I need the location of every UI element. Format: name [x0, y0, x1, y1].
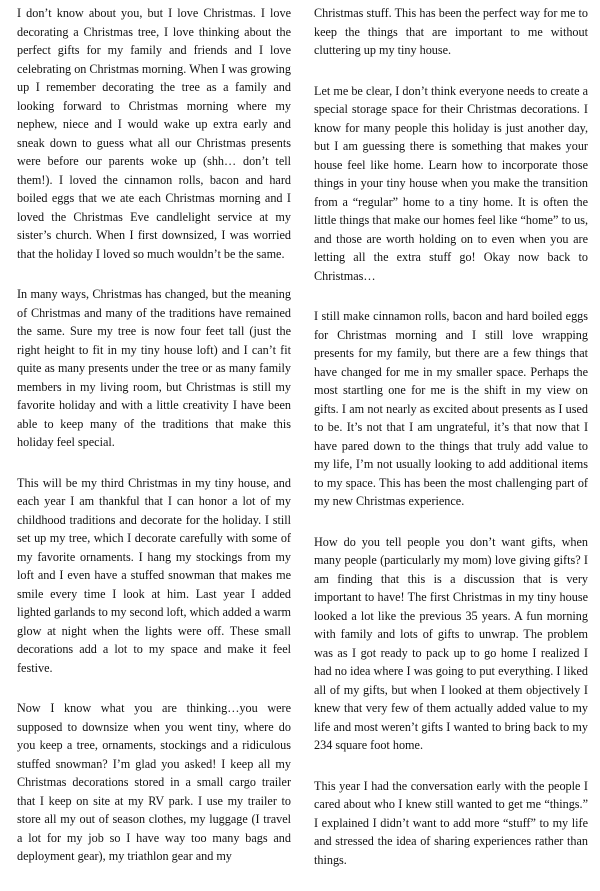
paragraph-storage: Now I know what you are thinking…you were supposed to downsize when you went tiny, where do you keep a tree, ornaments, stockings and a ridiculous stuffed snowman? I’m glad you asked! I keep all my Christmas decorations stored in a small cargo trailer that I keep on site at my RV park. I use my trailer to store all my out of season clothes, my luggage (I travel a lot for my job so I have way too many bags and deployment gear), my triathlon gear and my: [17, 701, 291, 863]
paragraph-third-christmas: This will be my third Christmas in my tiny house, and each year I am thankful that I can honor a lot of my childhood traditions and decorate for the holiday. I still set up my tree, which I decorate carefully with some of my favorite ornaments. I hang my stockings from my loft and I even have a stuffed snowman that makes me smile every time I look at him. Last year I added lighted garlands to my second loft, which added a warm glow at night when the lights were off. These small decorations add a lot to my space and make it feel festive.: [17, 475, 291, 675]
paragraph-gifts-discussion: How do you tell people you don’t want gifts, when many people (particularly my mom) love giving gifts? I am finding that this is a discussion that is very important to have! The first Christmas in my tiny house looked a lot like the previous 35 years. A fun morning with family and lots of gifts to unwrap. The problem was as I got ready to pack up to go home I realized I had no idea where I was going to put everything. I liked all of my gifts, but when I looked at them objectively I knew that very few of them actually added value to my life and most weren’t gifts I wanted to bring back to my 234 square foot home.: [314, 534, 588, 752]
paragraph-intro: I don’t know about you, but I love Christmas. I love decorating a Christmas tree, I love thinking about the perfect gifts for my family and friends and I love celebrating on Christmas morning. When I was growing up I remember decorating the tree as a family and looking forward to Christmas morning where my nephew, niece and I would wake up extra early and sneak down to guess what all our Christmas presents were before our parents woke up (shh… don’t tell them!). I loved the cinnamon rolls, bacon and hard boiled eggs that we ate each Christmas morning and I loved the Christmas Eve candlelight service at my sister’s church. When I first downsized, I was worried that the holiday I loved so much wouldn’t be the same.: [17, 6, 291, 261]
paragraph-let-me-be-clear: Let me be clear, I don’t think everyone needs to create a special storage space for their Christmas decorations. I know for many people this holiday is just another day, but I am guessing there is something that makes your house feel like home. Learn how to incorporate those things in your tiny house when you make the transition from a “regular” home to a tiny home. It is often the little things that make our homes feel like “home” to us, and those are worth holding on to even when you are letting all the extra stuff go! Okay now back to Christmas…: [314, 83, 588, 283]
paragraph-traditions-changed: I still make cinnamon rolls, bacon and hard boiled eggs for Christmas morning and I still love wrapping presents for my family, but there are a few things that have changed for me in my smaller space. Perhaps the most startling one for me is the shift in my view on gifts. I am not nearly as excited about presents as I used to be. It’s not that I am ungrateful, it’s that now that I have pared down to the things that truly add value to my life, I’m not usually looking to add additional items to my space. This has been the most challenging part of my new Christmas experience.: [314, 309, 588, 508]
paragraph-christmas-changed: In many ways, Christmas has changed, but the meaning of Christmas and many of the traditions have remained the same. Sure my tree is now four feet tall (just the right height to fit in my tiny house loft) and I can’t fit quite as many presents under the tree or as many family members in my living room, but Christmas is still my favorite holiday and with a little creativity I have been able to keep many of the traditions that make this holiday feel special.: [17, 287, 291, 449]
paragraph-continuation: Christmas stuff. This has been the perfect way for me to keep the things that are important to me without cluttering up my tiny house.: [314, 6, 588, 57]
right-column: [314, 4, 588, 891]
left-column: [17, 4, 291, 888]
paragraph-this-year: This year I had the conversation early with the people I cared about who I knew still wanted to get me “things.” I explained I didn’t want to add more “stuff” to my life and stressed the idea of sharing experiences rather than things.: [314, 778, 588, 867]
